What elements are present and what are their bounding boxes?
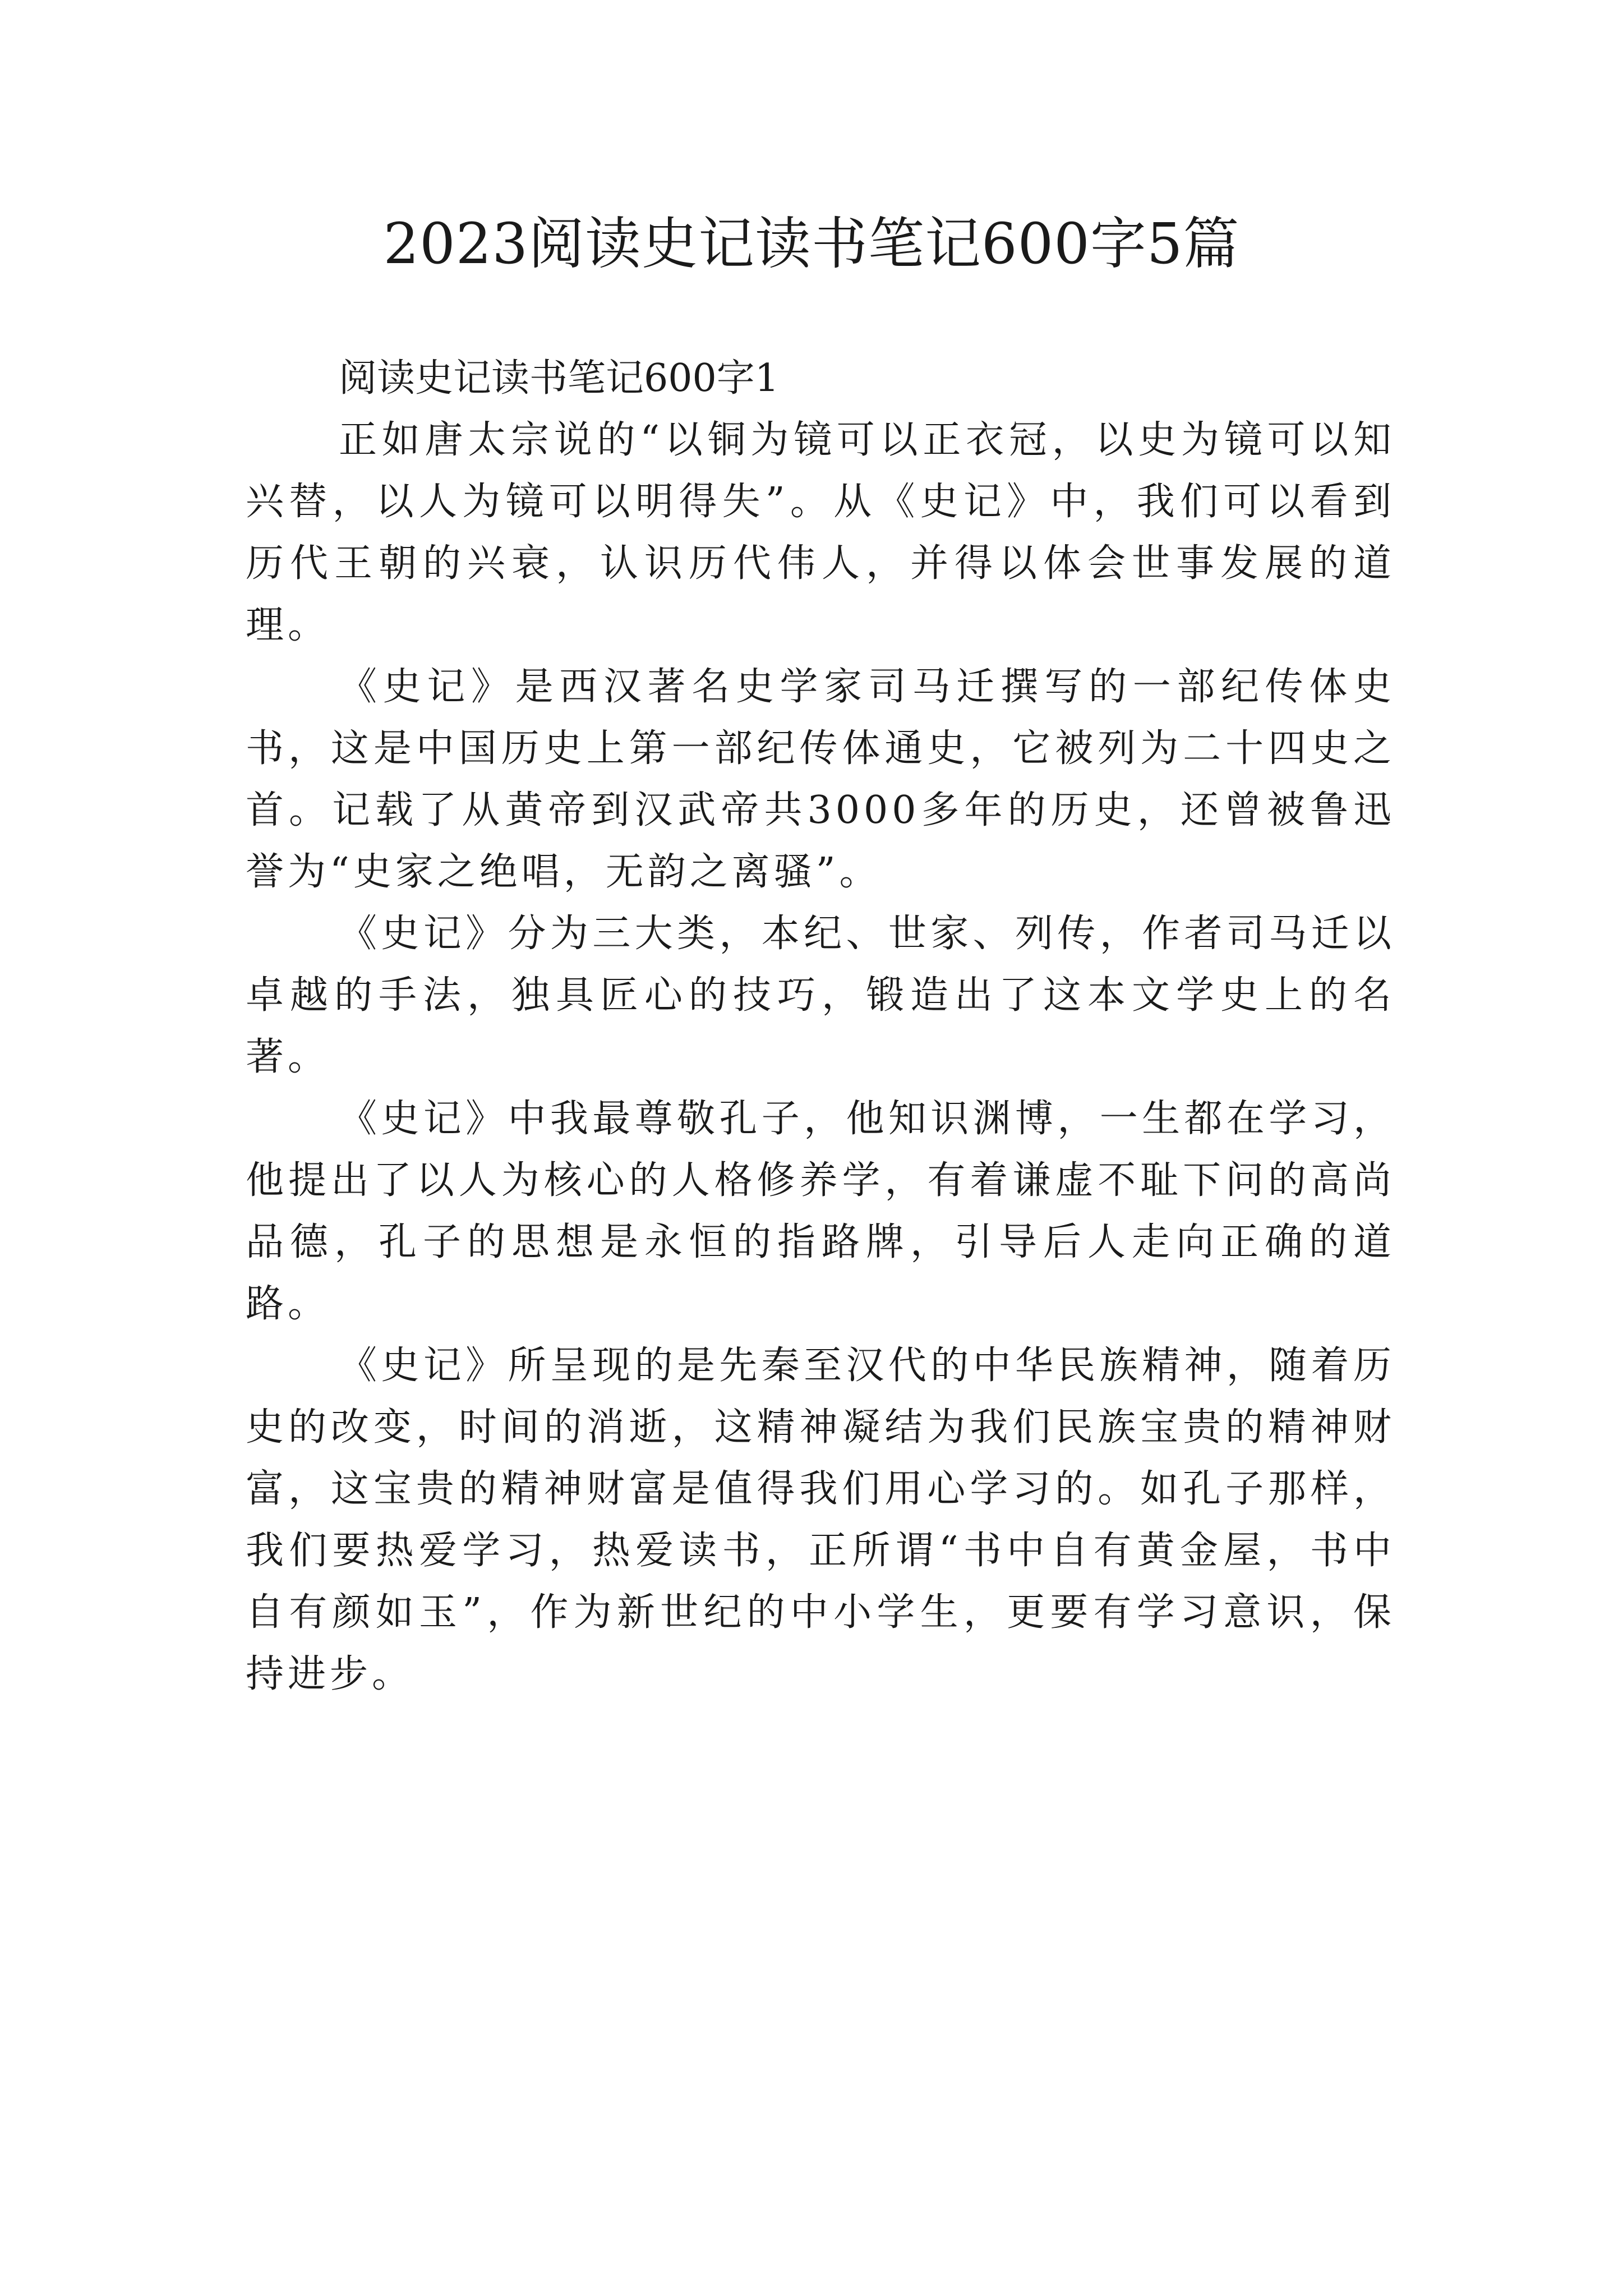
paragraph-5: 《史记》所呈现的是先秦至汉代的中华民族精神，随着历史的改变，时间的消逝，这精神凝结为我们民族宝贵的精神财富，这宝贵的精神财富是值得我们用心学习的。如孔子那样，我们要热爱学习，热爱读书，正所谓“书中自有黄金屋，书中自有颜如玉”，作为新世纪的中小学生，更要有学习意识，保持进步。 bbox=[246, 1343, 1395, 1696]
document-title: 2023阅读史记读书笔记600字5篇 bbox=[383, 211, 1240, 277]
document-body bbox=[246, 348, 1395, 1705]
paragraph-1: 正如唐太宗说的“以铜为镜可以正衣冠，以史为镜可以知兴替，以人为镜可以明得失”。从《史记》中，我们可以看到历代王朝的兴衰，认识历代伟人，并得以体会世事发展的道理。 bbox=[246, 418, 1395, 647]
paragraph-3: 《史记》分为三大类，本纪、世家、列传，作者司马迁以卓越的手法，独具匠心的技巧，锻造出了这本文学史上的名著。 bbox=[246, 912, 1395, 1079]
paragraph-2: 《史记》是西汉著名史学家司马迁撰写的一部纪传体史书，这是中国历史上第一部纪传体通史，它被列为二十四史之首。记载了从黄帝到汉武帝共3000多年的历史，还曾被鲁迅誉为“史家之绝唱，无韵之离骚”。 bbox=[246, 665, 1395, 894]
section-heading: 阅读史记读书笔记600字1 bbox=[339, 356, 780, 401]
paragraph-4: 《史记》中我最尊敬孔子，他知识渊博，一生都在学习，他提出了以人为核心的人格修养学，有着谦虚不耻下问的高尚品德，孔子的思想是永恒的指路牌，引导后人走向正确的道路。 bbox=[246, 1097, 1395, 1326]
